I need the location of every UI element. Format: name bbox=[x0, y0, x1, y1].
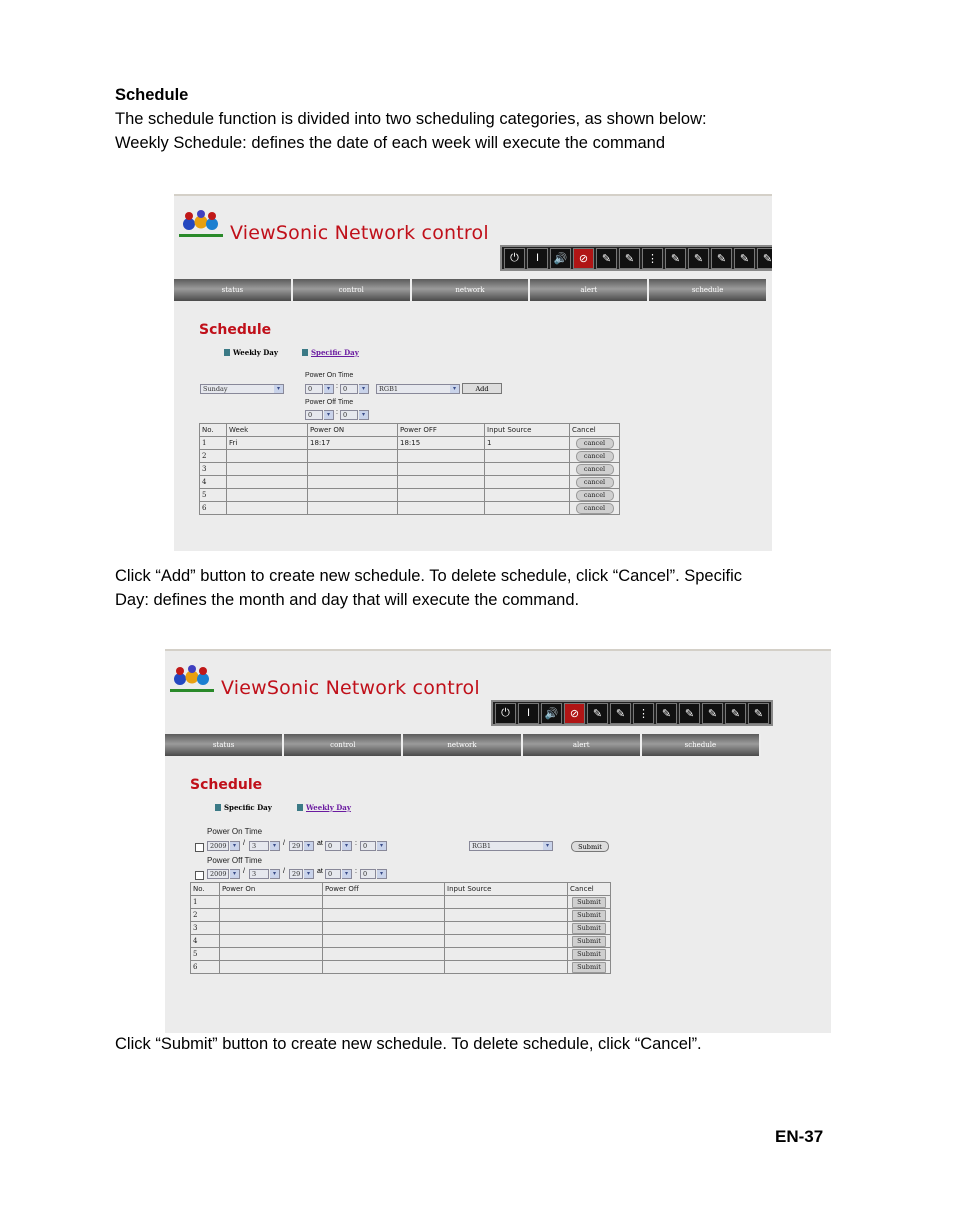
plug4-icon[interactable]: ✎ bbox=[757, 248, 772, 269]
add-button[interactable]: Add bbox=[462, 383, 502, 394]
table-row bbox=[200, 437, 620, 450]
power-icon[interactable]: ⏻ bbox=[504, 248, 525, 269]
date-slash: / bbox=[243, 840, 245, 847]
off-min-select[interactable]: 0 bbox=[340, 410, 358, 420]
body-line-5: Click “Submit” button to create new schedule. To delete schedule, click “Cancel”. bbox=[115, 1035, 702, 1053]
cell-no: 4 bbox=[191, 935, 220, 948]
header-input-source: Input Source bbox=[445, 883, 568, 896]
power-on-label: Power On Time bbox=[305, 372, 354, 379]
date-slash: / bbox=[243, 868, 245, 875]
weekly-schedule-table bbox=[199, 423, 620, 515]
radio-weekly-day[interactable]: Weekly Day bbox=[224, 348, 278, 357]
source-select[interactable]: RGB1 ▾ bbox=[376, 384, 460, 394]
row-submit-button[interactable]: Submit bbox=[572, 962, 606, 973]
at-label: at bbox=[317, 868, 323, 875]
page-number: EN-37 bbox=[775, 1127, 824, 1146]
cell-week bbox=[227, 450, 308, 463]
cell-no: 5 bbox=[200, 489, 227, 502]
tab-control[interactable]: control bbox=[284, 734, 403, 756]
cell-on bbox=[220, 896, 323, 909]
viewsonic-birds-logo bbox=[170, 661, 214, 697]
table-row bbox=[191, 922, 611, 935]
cell-on: 18:17 bbox=[308, 437, 398, 450]
pen-s-icon[interactable]: ✎ bbox=[679, 703, 700, 724]
off-month-select[interactable]: 3 bbox=[249, 869, 269, 879]
tab-schedule[interactable]: schedule bbox=[649, 279, 768, 301]
cell-no: 2 bbox=[200, 450, 227, 463]
power-off-label: Power Off Time bbox=[207, 856, 262, 865]
on-hour-select[interactable]: 0 bbox=[305, 384, 323, 394]
tab-alert[interactable]: alert bbox=[530, 279, 649, 301]
off-hour-arrow[interactable]: ▾ bbox=[342, 869, 352, 879]
row-submit-button[interactable]: Submit bbox=[572, 897, 606, 908]
cell-src bbox=[485, 489, 570, 502]
on-hour-arrow[interactable]: ▾ bbox=[324, 384, 334, 394]
control-toolbar bbox=[491, 700, 773, 726]
cancel-button[interactable]: cancel bbox=[576, 490, 614, 501]
pen-vid-icon[interactable]: ✎ bbox=[711, 248, 732, 269]
at-label: at bbox=[317, 840, 323, 847]
cell-no: 6 bbox=[191, 961, 220, 974]
power-on-checkbox[interactable] bbox=[195, 843, 204, 852]
plug2-icon[interactable]: ✎ bbox=[619, 248, 640, 269]
power-off-label: Power Off Time bbox=[305, 399, 354, 406]
off-hour-select[interactable]: 0 bbox=[325, 869, 341, 879]
cell-on bbox=[308, 476, 398, 489]
table-row bbox=[191, 896, 611, 909]
cell-off bbox=[323, 948, 445, 961]
colon: : bbox=[336, 409, 338, 416]
row-submit-button[interactable]: Submit bbox=[572, 910, 606, 921]
header-power-off: Power OFF bbox=[398, 424, 485, 437]
viewsonic-birds-logo bbox=[179, 206, 223, 242]
cell-on bbox=[308, 489, 398, 502]
cancel-button[interactable]: cancel bbox=[576, 503, 614, 514]
table-row bbox=[200, 489, 620, 502]
input-icon[interactable]: I bbox=[518, 703, 539, 724]
app-title: ViewSonic Network control bbox=[230, 222, 489, 244]
table-header-row bbox=[191, 883, 611, 896]
specific-schedule-screenshot bbox=[165, 649, 831, 1033]
header-cancel: Cancel bbox=[568, 883, 611, 896]
link-specific-day[interactable]: Specific Day bbox=[302, 348, 359, 357]
cell-on bbox=[220, 948, 323, 961]
on-day-arrow[interactable]: ▾ bbox=[304, 841, 314, 851]
off-min-arrow[interactable]: ▾ bbox=[359, 410, 369, 420]
cell-src bbox=[485, 502, 570, 515]
on-year-select[interactable]: 2009 bbox=[207, 841, 229, 851]
tab-alert[interactable]: alert bbox=[523, 734, 642, 756]
plug4-icon[interactable]: ✎ bbox=[748, 703, 769, 724]
off-day-select[interactable]: 29 bbox=[289, 869, 303, 879]
plug2-icon[interactable]: ✎ bbox=[610, 703, 631, 724]
cell-src bbox=[445, 961, 568, 974]
cell-week: Fri bbox=[227, 437, 308, 450]
cell-no: 4 bbox=[200, 476, 227, 489]
tab-control[interactable]: control bbox=[293, 279, 412, 301]
table-header-row bbox=[200, 424, 620, 437]
date-slash: / bbox=[283, 868, 285, 875]
pen-vid-icon[interactable]: ✎ bbox=[702, 703, 723, 724]
cell-src bbox=[485, 476, 570, 489]
off-month-arrow[interactable]: ▾ bbox=[270, 869, 280, 879]
link-weekly-day[interactable]: Weekly Day bbox=[297, 803, 351, 812]
cell-off bbox=[323, 909, 445, 922]
tab-status[interactable]: status bbox=[174, 279, 293, 301]
row-submit-button[interactable]: Submit bbox=[572, 936, 606, 947]
cell-off bbox=[323, 961, 445, 974]
cancel-button[interactable]: cancel bbox=[576, 451, 614, 462]
power-icon[interactable]: ⏻ bbox=[495, 703, 516, 724]
cell-on bbox=[308, 502, 398, 515]
main-nav bbox=[165, 734, 761, 756]
section-heading: Schedule bbox=[115, 86, 189, 104]
cell-src: 1 bbox=[485, 437, 570, 450]
mute-icon[interactable]: ⊘ bbox=[573, 248, 594, 269]
tab-network[interactable]: network bbox=[412, 279, 531, 301]
cell-on bbox=[220, 935, 323, 948]
power-off-checkbox[interactable] bbox=[195, 871, 204, 880]
cell-off bbox=[398, 489, 485, 502]
body-line-4: Day: defines the month and day that will execute the command. bbox=[115, 591, 580, 609]
cell-no: 3 bbox=[200, 463, 227, 476]
rgb-icon[interactable]: ⋮ bbox=[633, 703, 654, 724]
weekly-schedule-screenshot bbox=[174, 194, 772, 551]
cell-on bbox=[220, 909, 323, 922]
off-year-arrow[interactable]: ▾ bbox=[230, 869, 240, 879]
cell-src bbox=[445, 948, 568, 961]
cell-no: 5 bbox=[191, 948, 220, 961]
on-day-select[interactable]: 29 bbox=[289, 841, 303, 851]
cell-week bbox=[227, 476, 308, 489]
cell-off: 18:15 bbox=[398, 437, 485, 450]
radio-specific-day[interactable]: Specific Day bbox=[215, 803, 272, 812]
rgb-icon[interactable]: ⋮ bbox=[642, 248, 663, 269]
colon: : bbox=[336, 383, 338, 390]
cell-week bbox=[227, 502, 308, 515]
table-row bbox=[191, 909, 611, 922]
tab-status[interactable]: status bbox=[165, 734, 284, 756]
row-submit-button[interactable]: Submit bbox=[572, 949, 606, 960]
volume-icon[interactable]: 🔊 bbox=[541, 703, 562, 724]
table-row bbox=[200, 463, 620, 476]
pen-icon[interactable]: ✎ bbox=[665, 248, 686, 269]
cell-no: 1 bbox=[191, 896, 220, 909]
cell-no: 3 bbox=[191, 922, 220, 935]
row-submit-button[interactable]: Submit bbox=[572, 923, 606, 934]
table-row bbox=[200, 502, 620, 515]
plug1-icon[interactable]: ✎ bbox=[587, 703, 608, 724]
on-month-select[interactable]: 3 bbox=[249, 841, 269, 851]
cell-src bbox=[445, 896, 568, 909]
on-min-arrow[interactable]: ▾ bbox=[359, 384, 369, 394]
submit-button[interactable]: Submit bbox=[571, 841, 609, 852]
intro-line-1: The schedule function is divided into two scheduling categories, as shown below: bbox=[115, 110, 707, 128]
table-row bbox=[191, 948, 611, 961]
schedule-title: Schedule bbox=[190, 777, 263, 793]
cell-on bbox=[308, 463, 398, 476]
cancel-button[interactable]: cancel bbox=[576, 438, 614, 449]
cell-off bbox=[323, 896, 445, 909]
mute-icon[interactable]: ⊘ bbox=[564, 703, 585, 724]
off-min-select[interactable]: 0 bbox=[360, 869, 376, 879]
day-select[interactable]: Sunday ▾ bbox=[200, 384, 284, 394]
table-row bbox=[191, 935, 611, 948]
cell-off bbox=[323, 922, 445, 935]
header-week: Week bbox=[227, 424, 308, 437]
specific-schedule-table bbox=[190, 882, 611, 974]
cell-src bbox=[445, 909, 568, 922]
cell-no: 2 bbox=[191, 909, 220, 922]
cancel-button[interactable]: cancel bbox=[576, 477, 614, 488]
cell-on bbox=[220, 922, 323, 935]
colon: : bbox=[355, 840, 357, 847]
on-month-arrow[interactable]: ▾ bbox=[270, 841, 280, 851]
on-hour-arrow[interactable]: ▾ bbox=[342, 841, 352, 851]
power-on-label: Power On Time bbox=[207, 827, 263, 836]
cell-week bbox=[227, 463, 308, 476]
header-power-on: Power ON bbox=[308, 424, 398, 437]
tab-schedule[interactable]: schedule bbox=[642, 734, 761, 756]
main-nav bbox=[174, 279, 768, 301]
header-no: No. bbox=[200, 424, 227, 437]
volume-icon[interactable]: 🔊 bbox=[550, 248, 571, 269]
plug3-icon[interactable]: ✎ bbox=[734, 248, 755, 269]
table-row bbox=[200, 476, 620, 489]
off-min-arrow[interactable]: ▾ bbox=[377, 869, 387, 879]
on-hour-select[interactable]: 0 bbox=[325, 841, 341, 851]
schedule-title: Schedule bbox=[199, 322, 272, 338]
intro-line-2: Weekly Schedule: defines the date of each week will execute the command bbox=[115, 134, 666, 152]
pen-icon[interactable]: ✎ bbox=[656, 703, 677, 724]
on-year-arrow[interactable]: ▾ bbox=[230, 841, 240, 851]
header-cancel: Cancel bbox=[570, 424, 620, 437]
cell-on bbox=[308, 450, 398, 463]
control-toolbar bbox=[500, 245, 772, 271]
cell-on bbox=[220, 961, 323, 974]
date-slash: / bbox=[283, 840, 285, 847]
cell-src bbox=[445, 935, 568, 948]
pen-s-icon[interactable]: ✎ bbox=[688, 248, 709, 269]
body-line-3: Click “Add” button to create new schedule. To delete schedule, click “Cancel”. Specific bbox=[115, 567, 743, 585]
cell-off bbox=[398, 502, 485, 515]
table-row bbox=[191, 961, 611, 974]
cell-off bbox=[398, 463, 485, 476]
cell-src bbox=[485, 463, 570, 476]
cell-off bbox=[323, 935, 445, 948]
plug3-icon[interactable]: ✎ bbox=[725, 703, 746, 724]
cancel-button[interactable]: cancel bbox=[576, 464, 614, 475]
cell-no: 1 bbox=[200, 437, 227, 450]
header-power-off: Power Off bbox=[323, 883, 445, 896]
off-year-select[interactable]: 2009 bbox=[207, 869, 229, 879]
source-select[interactable]: RGB1 ▾ bbox=[469, 841, 553, 851]
off-hour-select[interactable]: 0 bbox=[305, 410, 323, 420]
cell-off bbox=[398, 476, 485, 489]
input-icon[interactable]: I bbox=[527, 248, 548, 269]
cell-off bbox=[398, 450, 485, 463]
app-title: ViewSonic Network control bbox=[221, 677, 480, 699]
on-min-arrow[interactable]: ▾ bbox=[377, 841, 387, 851]
colon: : bbox=[355, 868, 357, 875]
off-day-arrow[interactable]: ▾ bbox=[304, 869, 314, 879]
on-min-select[interactable]: 0 bbox=[360, 841, 376, 851]
cell-no: 6 bbox=[200, 502, 227, 515]
plug1-icon[interactable]: ✎ bbox=[596, 248, 617, 269]
header-input-source: Input Source bbox=[485, 424, 570, 437]
cell-src bbox=[445, 922, 568, 935]
header-power-on: Power On bbox=[220, 883, 323, 896]
cell-src bbox=[485, 450, 570, 463]
header-no: No. bbox=[191, 883, 220, 896]
tab-network[interactable]: network bbox=[403, 734, 522, 756]
cell-week bbox=[227, 489, 308, 502]
on-min-select[interactable]: 0 bbox=[340, 384, 358, 394]
table-row bbox=[200, 450, 620, 463]
off-hour-arrow[interactable]: ▾ bbox=[324, 410, 334, 420]
